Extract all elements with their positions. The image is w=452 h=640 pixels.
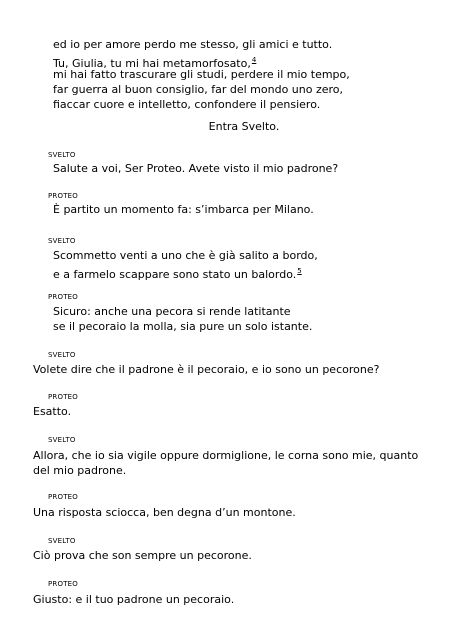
speaker-name: SVELTO (48, 537, 76, 545)
verse-line: Sicuro: anche una pecora si rende latitante (53, 305, 291, 318)
speaker-name: PROTEO (48, 293, 79, 301)
speaker-name: PROTEO (48, 393, 79, 401)
prose-line: Esatto. (33, 405, 72, 418)
footnote-ref[interactable]: 5 (297, 267, 302, 275)
verse-line: se il pecoraio la molla, sia pure un solo istante. (53, 320, 313, 333)
speaker-name: PROTEO (48, 580, 79, 588)
verse-line: far guerra al buon consiglio, far del mondo uno zero, (53, 83, 344, 96)
verse-line: mi hai fatto trascurare gli studi, perdere il mio tempo, (53, 68, 350, 81)
speaker-name: SVELTO (48, 436, 76, 444)
speaker-name: SVELTO (48, 151, 76, 159)
footnote-ref[interactable]: 4 (251, 56, 257, 64)
stage-direction: Entra Svelto. (208, 120, 280, 133)
prose-line: Allora, che io sia vigile oppure dormiglione, le corna sono mie, quanto del mio padrone. (33, 449, 419, 477)
prose-line: Giusto: e il tuo padrone un pecoraio. (33, 593, 235, 606)
verse-line: e a farmelo scappare sono stato un balordo.$^5$ (53, 267, 302, 281)
speaker-name: PROTEO (48, 493, 79, 501)
prose-line: Una risposta sciocca, ben degna d’un montone. (33, 506, 296, 519)
speaker-name: PROTEO (48, 192, 79, 200)
speaker-name: SVELTO (48, 237, 76, 245)
verse-line: Tu, Giulia, tu mi hai metamorfosato,$^4$ (53, 56, 257, 70)
prose-line: Volete dire che il padrone è il pecoraio, e io sono un pecorone? (33, 363, 380, 376)
verse-line: fiaccar cuore e intelletto, confondere il pensiero. (53, 98, 321, 111)
verse-line: Salute a voi, Ser Proteo. Avete visto il mio padrone? (53, 162, 339, 175)
verse-line: ed io per amore perdo me stesso, gli amici e tutto. (53, 38, 333, 51)
verse-line: È partito un momento fa: s’imbarca per Milano. (53, 203, 314, 216)
speaker-name: SVELTO (48, 351, 76, 359)
prose-line: Ciò prova che son sempre un pecorone. (33, 549, 252, 562)
verse-line: Scommetto venti a uno che è già salito a bordo, (53, 249, 318, 262)
